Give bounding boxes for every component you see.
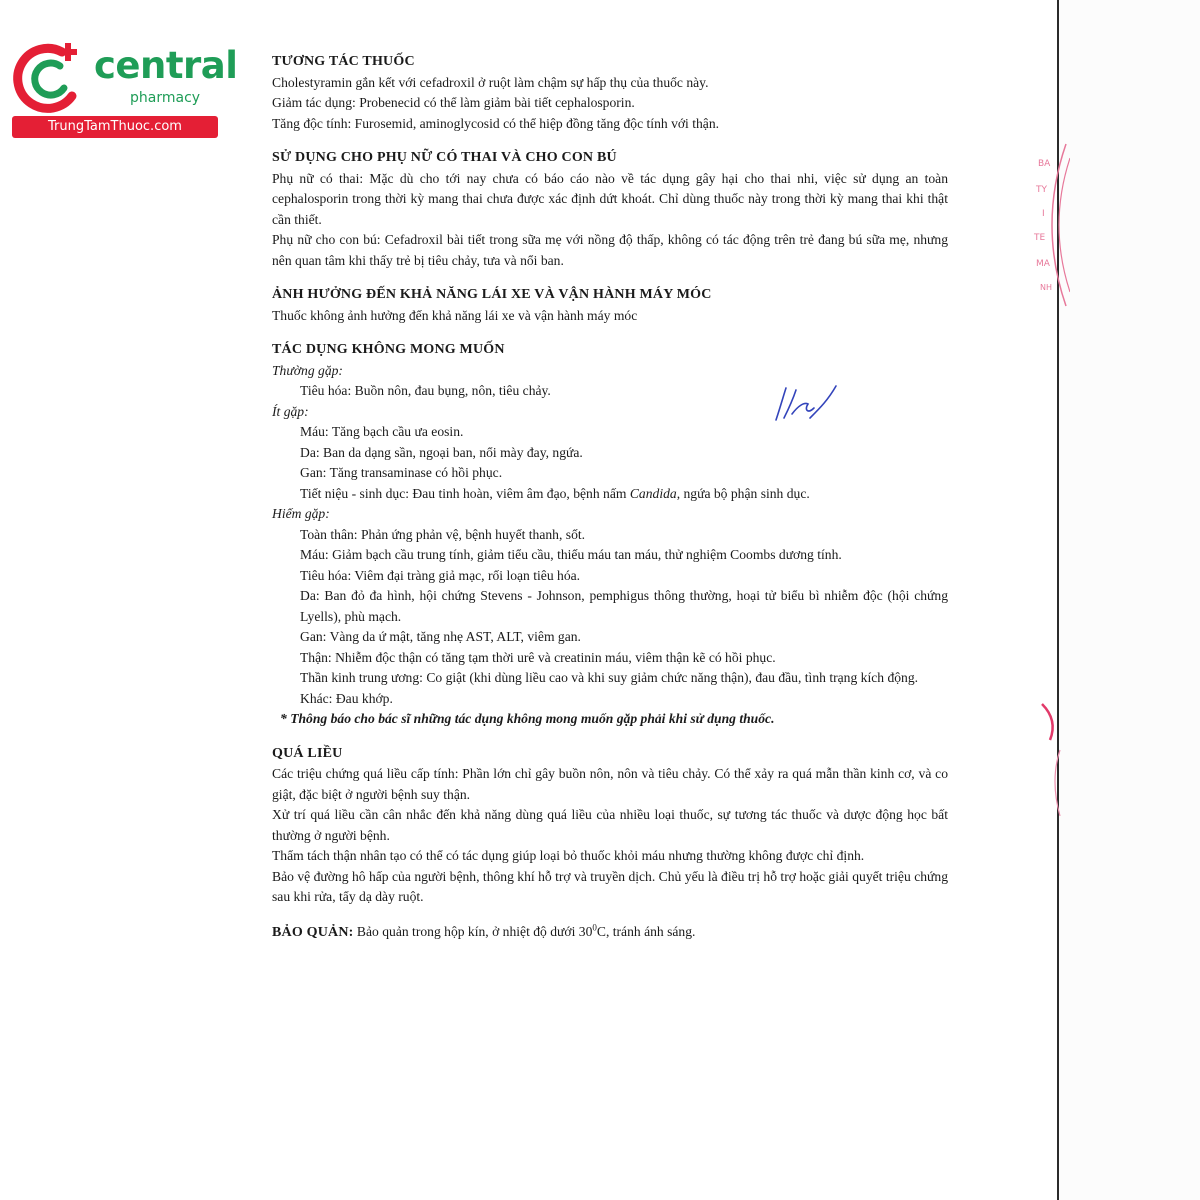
driving-text: Thuốc không ảnh hưởng đến khả năng lái xe và vận hành máy móc bbox=[272, 307, 638, 323]
overdose-paragraph: Bảo vệ đường hô hấp của người bệnh, thông khí hỗ trợ và truyền dịch. Chủ yếu là điều trị hỗ trợ hoặc giải quyết triệu chứng sau khi rửa, tẩy dạ dày ruột. bbox=[272, 868, 948, 904]
stamp-text: MA bbox=[1036, 259, 1050, 269]
pregnant-paragraph: Phụ nữ có thai: Mặc dù cho tới nay chưa có báo cáo nào về tác dụng gây hại cho thai nhi, việc sử dụng an toàn cephalosporin trong thời kỳ mang thai chưa được xác định dứt khoát. Chỉ dùng thuốc này trong thời kỳ mang thai khi thật cần thiết. bbox=[272, 170, 948, 227]
central-pharmacy-logo-icon bbox=[10, 38, 90, 118]
breastfeeding-paragraph: Phụ nữ cho con bú: Cefadroxil bài tiết trong sữa mẹ với nồng độ thấp, không có tác động trên trẻ đang bú sữa mẹ, nhưng nên quan tâm khi thấy trẻ bị tiêu chảy, tưa và nổi ban. bbox=[272, 232, 948, 268]
red-stamp-fragment bbox=[1030, 140, 1070, 310]
urogenital-text-end: , ngứa bộ phận sinh dục. bbox=[676, 485, 810, 501]
stamp-text: BA bbox=[1038, 159, 1051, 169]
side-effect-item: Tiêu hóa: Viêm đại tràng giả mạc, rối loạn tiêu hóa. bbox=[300, 567, 581, 583]
side-effects-title: TÁC DỤNG KHÔNG MONG MUỐN bbox=[272, 342, 505, 357]
side-effect-item: Máu: Tăng bạch cầu ưa eosin. bbox=[300, 424, 464, 439]
overdose-paragraph: Các triệu chứng quá liều cấp tính: Phần lớn chỉ gây buồn nôn, nôn và tiêu chảy. Có thể xảy ra quá mẫn thần kinh cơ, và co giật, đặc biệt ở người bệnh suy thận. bbox=[272, 766, 948, 802]
storage-label: BẢO QUẢN: bbox=[272, 924, 354, 940]
side-effect-item: Da: Ban da dạng sần, ngoại ban, nổi mày đay, ngứa. bbox=[300, 444, 583, 460]
central-pharmacy-logo[interactable] bbox=[10, 38, 238, 138]
common-label: Thường gặp: bbox=[272, 362, 343, 378]
side-effect-item: Máu: Giảm bạch cầu trung tính, giảm tiểu cầu, thiếu máu tan máu, thử nghiệm Coombs dương tính. bbox=[300, 547, 842, 562]
interactions-line: Cholestyramin gắn kết với cefadroxil ở ruột làm chậm sự hấp thụ của thuốc này. bbox=[272, 74, 709, 90]
storage-text-start: Bảo quản trong hộp kín, ở nhiệt độ dưới 30 bbox=[353, 923, 593, 939]
interactions-title: TƯƠNG TÁC THUỐC bbox=[272, 54, 415, 69]
driving-section bbox=[272, 285, 948, 326]
overdose-paragraph: Xử trí quá liều cần cân nhắc đến khả năng dùng quá liều của nhiều loại thuốc, sự tương tác thuốc và dược động học bất thường ở người bệnh. bbox=[272, 807, 948, 843]
storage-text-end: C, tránh ánh sáng. bbox=[596, 923, 696, 939]
leaflet-page bbox=[272, 52, 948, 957]
storage-section bbox=[272, 922, 948, 944]
interactions-line: Tăng độc tính: Furosemid, aminoglycosid có thể hiệp đồng tăng độc tính với thận. bbox=[272, 115, 720, 131]
rare-label: Hiếm gặp: bbox=[272, 506, 330, 521]
overdose-title: QUÁ LIỀU bbox=[272, 745, 343, 761]
driving-title: ẢNH HƯỞNG ĐẾN KHẢ NĂNG LÁI XE VÀ VẬN HÀNH MÁY MÓC bbox=[272, 287, 712, 302]
candida-term: Candida bbox=[629, 485, 677, 501]
overdose-paragraph: Thẩm tách thận nhân tạo có thể có tác dụng giúp loại bỏ thuốc khỏi máu nhưng thường không được chỉ định. bbox=[272, 848, 865, 863]
logo-site-banner: TrungTamThuoc.com bbox=[12, 116, 218, 138]
stamp-text: TY bbox=[1036, 185, 1047, 195]
degree-superscript: 0 bbox=[592, 921, 597, 932]
side-effect-item: Toàn thân: Phản ứng phản vệ, bệnh huyết thanh, sốt. bbox=[300, 526, 586, 542]
side-effect-item: Thận: Nhiễm độc thận có tăng tạm thời urê và creatinin máu, viêm thận kẽ có hồi phục. bbox=[300, 649, 776, 665]
side-effect-item: Thần kinh trung ương: Co giật (khi dùng liều cao và khi suy giảm chức năng thận), đau đầu, tình trạng kích động. bbox=[300, 670, 919, 685]
urogenital-text-start: Tiết niệu - sinh dục: Đau tinh hoàn, viêm âm đạo, bệnh nấm bbox=[300, 485, 630, 501]
overdose-section bbox=[272, 744, 948, 908]
logo-sub-text: pharmacy bbox=[130, 90, 201, 106]
pregnancy-title: SỬ DỤNG CHO PHỤ NỮ CÓ THAI VÀ CHO CON BÚ bbox=[272, 150, 617, 165]
side-effect-item: Gan: Vàng da ứ mật, tăng nhẹ AST, ALT, viêm gan. bbox=[300, 629, 581, 644]
logo-brand-text: central bbox=[94, 44, 238, 87]
stamp-icon bbox=[1030, 140, 1070, 310]
side-effects-note: * Thông báo cho bác sĩ những tác dụng không mong muốn gặp phải khi sử dụng thuốc. bbox=[280, 711, 775, 726]
interactions-section bbox=[272, 52, 948, 134]
interactions-line: Giảm tác dụng: Probenecid có thể làm giảm bài tiết cephalosporin. bbox=[272, 95, 635, 110]
side-effect-item: Tiêu hóa: Buồn nôn, đau bụng, nôn, tiêu chảy. bbox=[300, 383, 551, 398]
pregnancy-section bbox=[272, 148, 948, 271]
side-effect-item-urogenital bbox=[272, 484, 948, 505]
uncommon-label: Ít gặp: bbox=[272, 403, 309, 419]
side-effect-item: Khác: Đau khớp. bbox=[300, 690, 393, 706]
stamp-text: TE bbox=[1034, 233, 1046, 243]
side-effects-section bbox=[272, 340, 948, 730]
side-effect-item: Da: Ban đỏ đa hình, hội chứng Stevens - Johnson, pemphigus thông thường, hoại tử biểu bì nhiễm độc (hội chứng Lyells), phù mạch. bbox=[300, 588, 948, 624]
side-effect-item: Gan: Tăng transaminase có hồi phục. bbox=[300, 465, 503, 480]
scan-margin bbox=[1059, 0, 1200, 1200]
signature-initials bbox=[770, 380, 840, 425]
stamp-text: NH bbox=[1040, 283, 1052, 292]
stamp-text: I bbox=[1042, 209, 1045, 219]
storage-line bbox=[272, 922, 948, 944]
stamp-arc-icon bbox=[1032, 700, 1062, 820]
red-stamp-fragment-lower bbox=[1032, 700, 1062, 820]
